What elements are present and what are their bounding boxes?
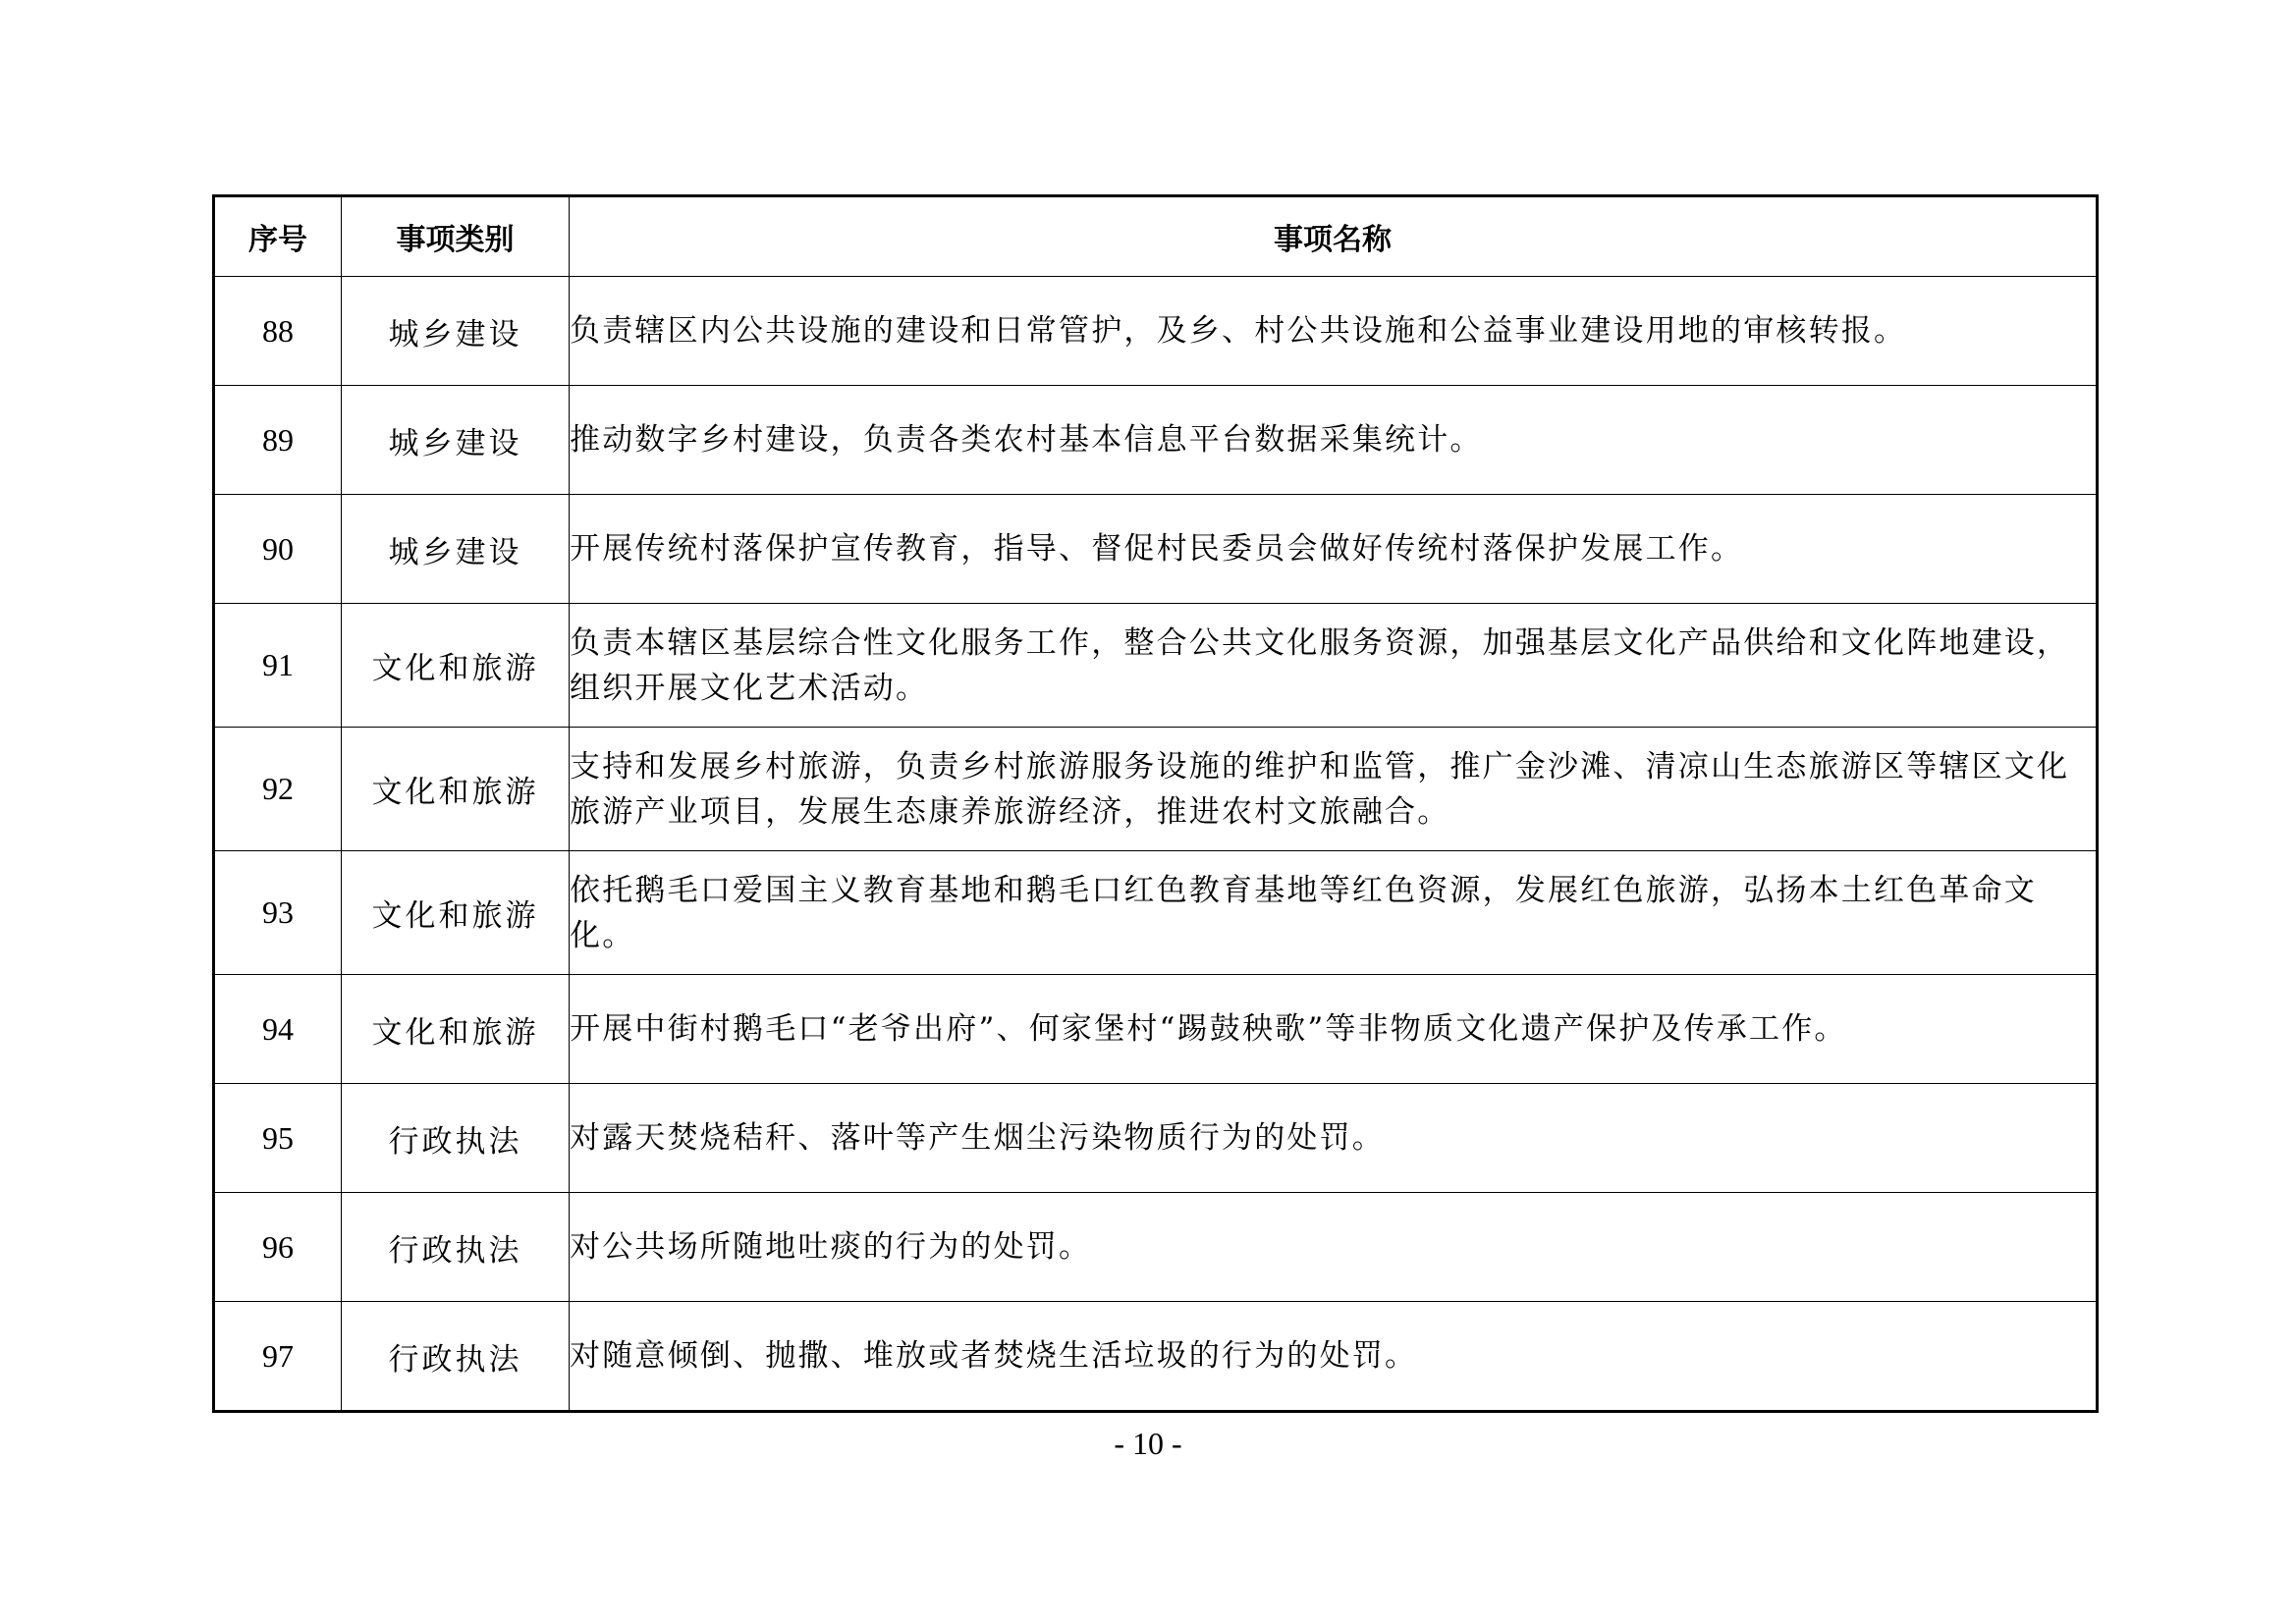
page-number: - 10 - xyxy=(1114,1426,1182,1461)
row-seq: 94 xyxy=(214,975,342,1084)
row-name: 对随意倾倒、抛撒、堆放或者焚烧生活垃圾的行为的处罚。 xyxy=(570,1302,2098,1412)
row-category: 行政执法 xyxy=(342,1084,570,1193)
table-row xyxy=(214,975,2098,1084)
row-seq: 89 xyxy=(214,386,342,495)
row-seq: 88 xyxy=(214,277,342,386)
row-category: 行政执法 xyxy=(342,1193,570,1302)
row-category: 城乡建设 xyxy=(342,277,570,386)
row-name: 对公共场所随地吐痰的行为的处罚。 xyxy=(570,1193,2098,1302)
header-seq: 序号 xyxy=(214,196,342,277)
row-name: 负责本辖区基层综合性文化服务工作，整合公共文化服务资源，加强基层文化产品供给和文化阵地建设，组织开展文化艺术活动。 xyxy=(570,604,2098,728)
table-row xyxy=(214,1193,2098,1302)
items-table xyxy=(212,194,2099,1413)
table-header-row xyxy=(214,196,2098,277)
table-row xyxy=(214,277,2098,386)
row-category: 城乡建设 xyxy=(342,386,570,495)
row-category: 城乡建设 xyxy=(342,495,570,604)
row-name: 负责辖区内公共设施的建设和日常管护，及乡、村公共设施和公益事业建设用地的审核转报。 xyxy=(570,277,2098,386)
row-seq: 95 xyxy=(214,1084,342,1193)
row-name: 支持和发展乡村旅游，负责乡村旅游服务设施的维护和监管，推广金沙滩、清凉山生态旅游区等辖区文化旅游产业项目，发展生态康养旅游经济，推进农村文旅融合。 xyxy=(570,728,2098,851)
row-seq: 91 xyxy=(214,604,342,728)
table-row xyxy=(214,1302,2098,1412)
row-seq: 93 xyxy=(214,851,342,975)
row-category: 文化和旅游 xyxy=(342,604,570,728)
table-row xyxy=(214,851,2098,975)
row-seq: 97 xyxy=(214,1302,342,1412)
row-category: 文化和旅游 xyxy=(342,851,570,975)
row-name: 开展传统村落保护宣传教育，指导、督促村民委员会做好传统村落保护发展工作。 xyxy=(570,495,2098,604)
row-category: 文化和旅游 xyxy=(342,728,570,851)
header-name: 事项名称 xyxy=(570,196,2098,277)
row-category: 行政执法 xyxy=(342,1302,570,1412)
row-name: 对露天焚烧秸秆、落叶等产生烟尘污染物质行为的处罚。 xyxy=(570,1084,2098,1193)
row-seq: 90 xyxy=(214,495,342,604)
header-category: 事项类别 xyxy=(342,196,570,277)
table-row xyxy=(214,1084,2098,1193)
row-seq: 92 xyxy=(214,728,342,851)
row-name: 依托鹅毛口爱国主义教育基地和鹅毛口红色教育基地等红色资源，发展红色旅游，弘扬本土红色革命文化。 xyxy=(570,851,2098,975)
row-category: 文化和旅游 xyxy=(342,975,570,1084)
row-seq: 96 xyxy=(214,1193,342,1302)
table-row xyxy=(214,495,2098,604)
table-row xyxy=(214,728,2098,851)
table-row xyxy=(214,604,2098,728)
table-row xyxy=(214,386,2098,495)
row-name: 推动数字乡村建设，负责各类农村基本信息平台数据采集统计。 xyxy=(570,386,2098,495)
row-name: 开展中街村鹅毛口“老爷出府”、何家堡村“踢鼓秧歌”等非物质文化遗产保护及传承工作。 xyxy=(570,975,2098,1084)
